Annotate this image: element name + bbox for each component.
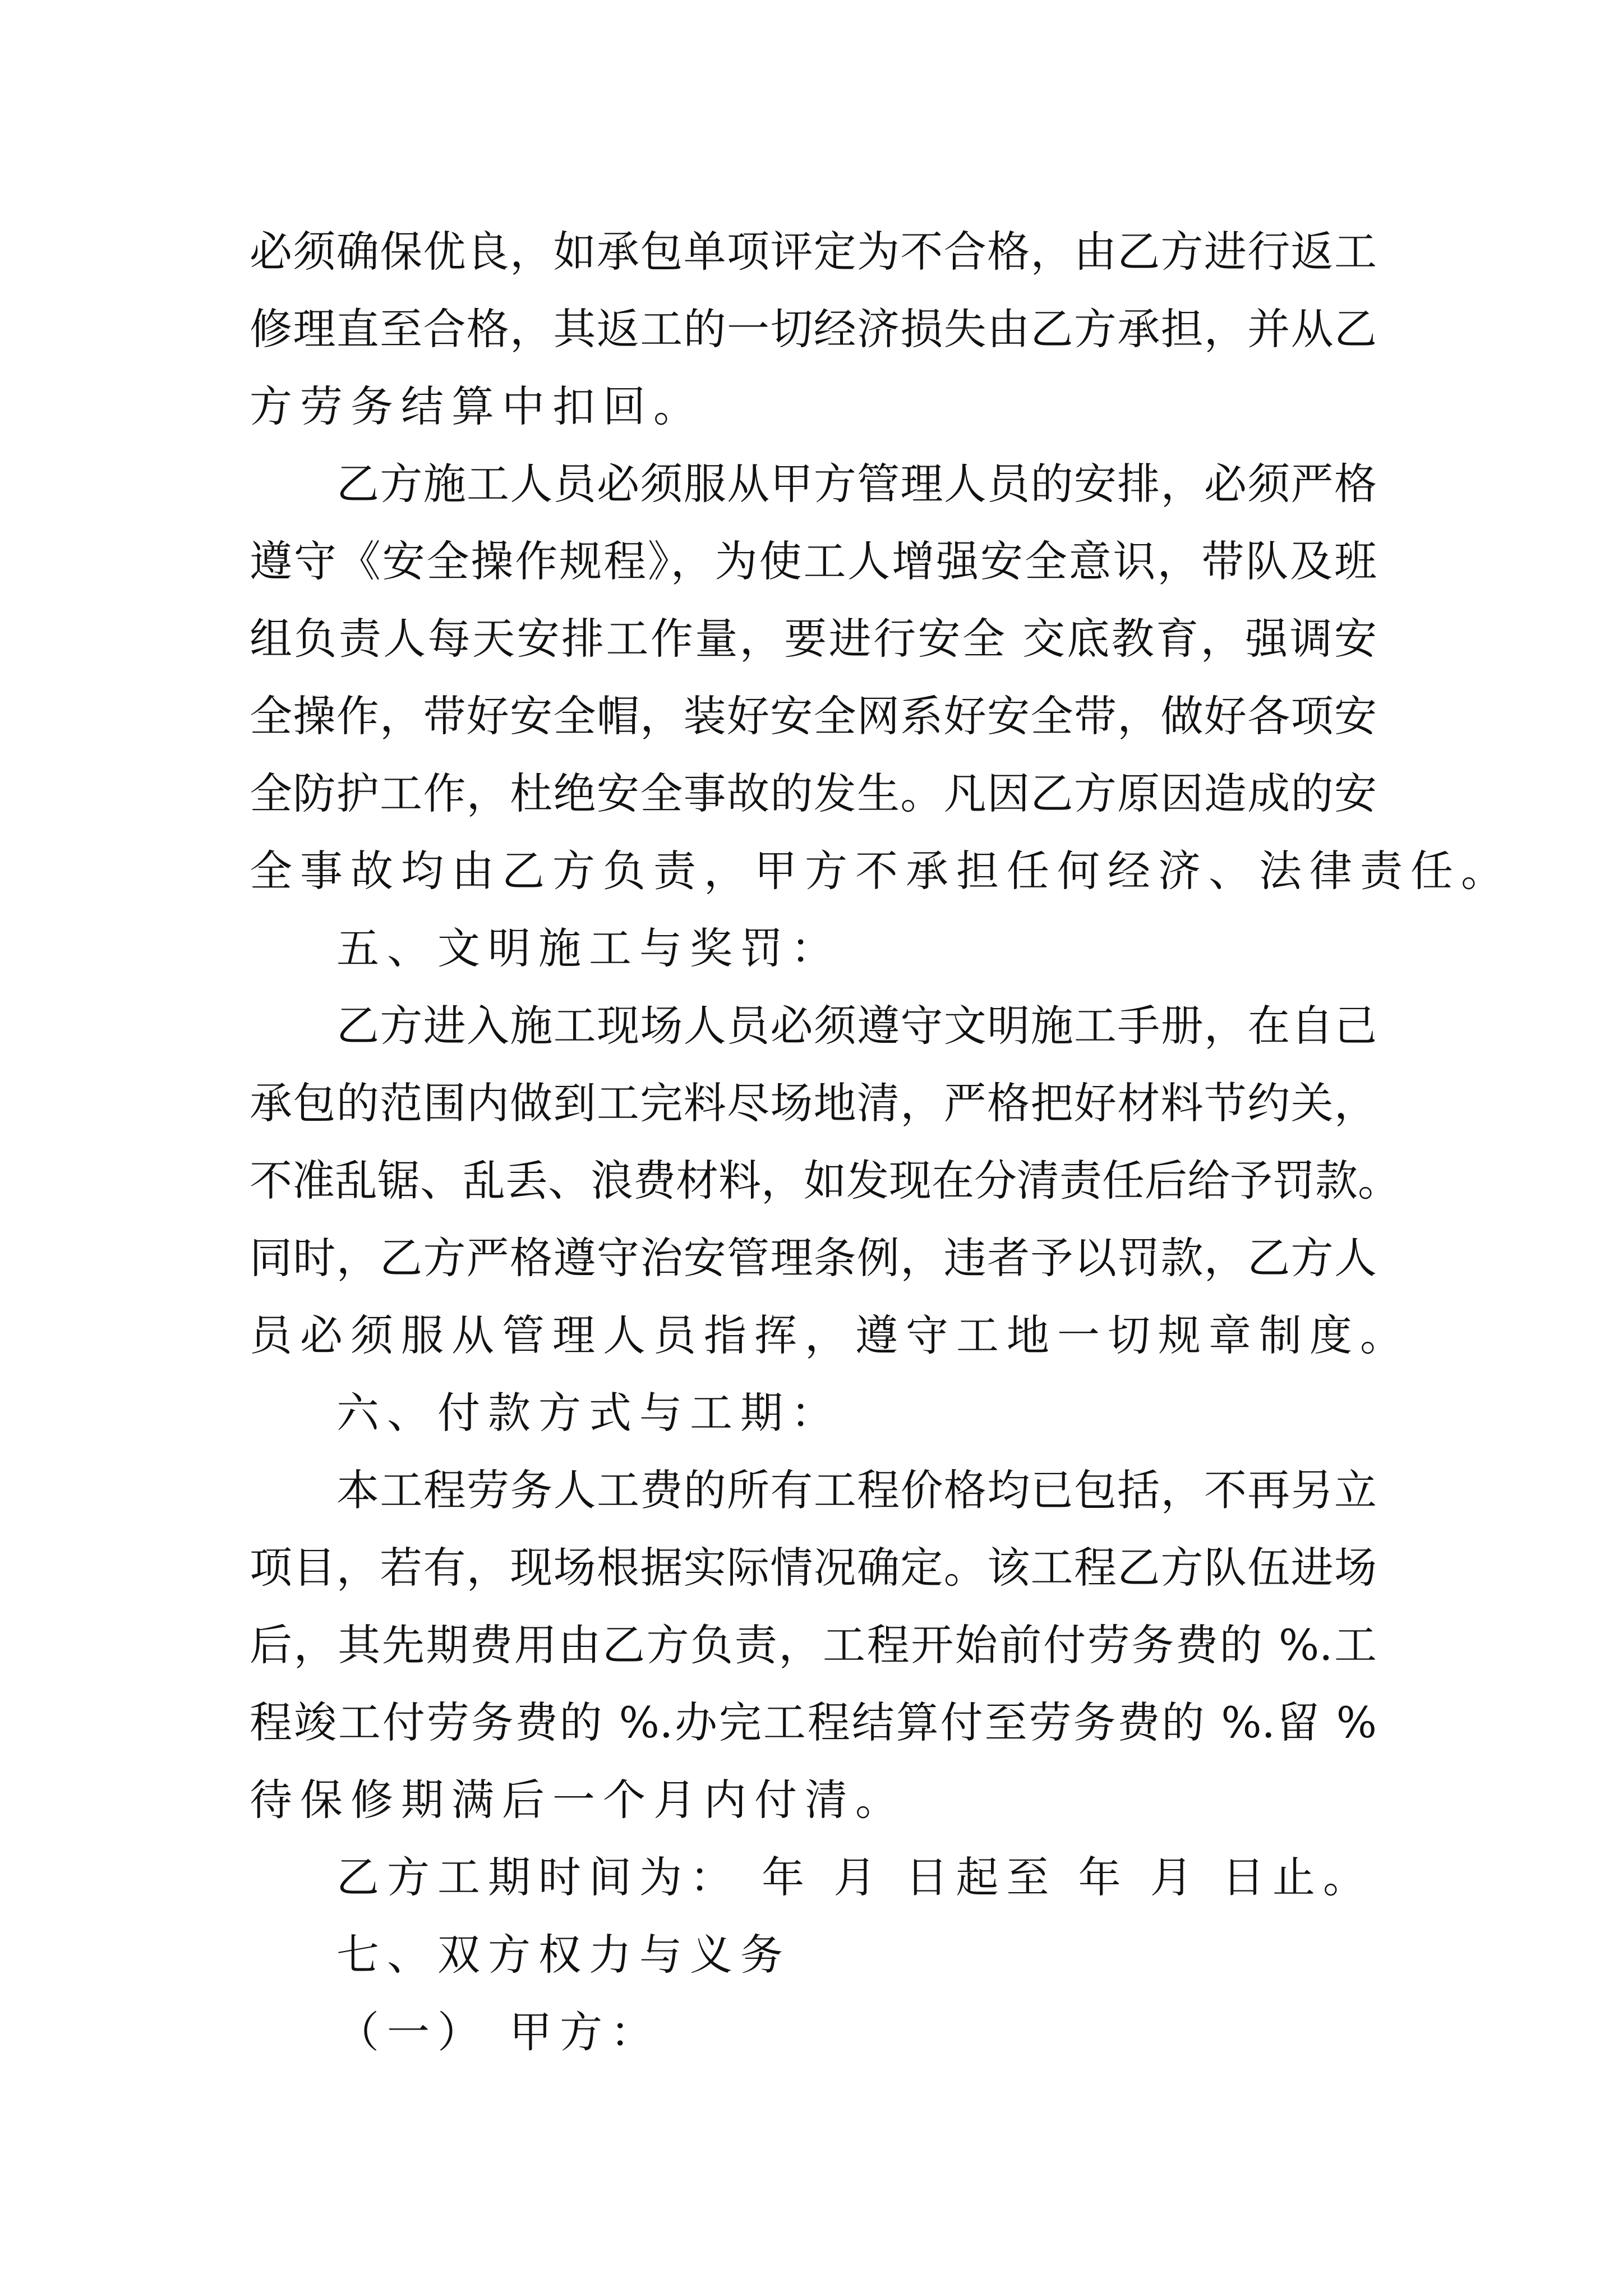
- text-line: 乙方进入施工现场人员必须遵守文明施工手册，在自己: [336, 1001, 1377, 1051]
- paragraph: [250, 1839, 1377, 1916]
- text-line: 本工程劳务人工费的所有工程价格均已包括，不再另立: [336, 1465, 1377, 1515]
- paragraph: [250, 1374, 1377, 1452]
- text-line: 组负责人每天安排工作量，要进行安全 交底教育，强调安: [250, 614, 1377, 664]
- paragraph: [250, 910, 1377, 987]
- text-line: 员必须服从管理人员指挥，遵守工地一切规章制度。: [250, 1310, 1410, 1360]
- text-line: 承包的范围内做到工完料尽场地清，严格把好材料节约关，: [250, 1078, 1377, 1128]
- text-line: 乙方施工人员必须服从甲方管理人员的安排，必须严格: [336, 459, 1377, 509]
- text-line: 七、双方权力与义务: [336, 1930, 791, 1980]
- paragraph: [250, 987, 1410, 1374]
- text-line: （一） 甲方：: [336, 2007, 661, 2057]
- text-line: 修理直至合格，其返工的一切经济损失由乙方承担，并从乙: [250, 304, 1377, 354]
- text-line: 乙方工期时间为： 年 月 日起至 年 月 日止。: [336, 1852, 1373, 1902]
- text-line: 六、付款方式与工期：: [336, 1388, 841, 1438]
- text-line: 遵守《安全操作规程》，为使工人增强安全意识，带队及班: [250, 536, 1377, 586]
- text-line: 同时，乙方严格遵守治安管理条例，违者予以罚款，乙方人: [250, 1233, 1377, 1283]
- text-line: 方劳务结算中扣回。: [250, 381, 704, 431]
- text-line: 后，其先期费用由乙方负责，工程开始前付劳务费的 %.工: [250, 1620, 1377, 1670]
- text-line: 程竣工付劳务费的 %.办完工程结算付至劳务费的 %.留 %: [250, 1697, 1377, 1747]
- text-line: 不准乱锯、乱丢、浪费材料，如发现在分清责任后给予罚款。: [250, 1156, 1400, 1205]
- text-line: 全防护工作，杜绝安全事故的发生。凡因乙方原因造成的安: [250, 769, 1377, 818]
- text-line: 全事故均由乙方负责，甲方不承担任何经济、法律责任。: [250, 846, 1511, 896]
- paragraph: [250, 1994, 1377, 2071]
- document-page: [250, 213, 1511, 2071]
- paragraph: [250, 1452, 1377, 1839]
- text-line: 五、文明施工与奖罚：: [336, 923, 841, 973]
- text-line: 全操作，带好安全帽，装好安全网系好安全带，做好各项安: [250, 691, 1377, 741]
- text-line: 项目，若有，现场根据实际情况确定。该工程乙方队伍进场: [250, 1543, 1377, 1593]
- text-line: 待保修期满后一个月内付清。: [250, 1775, 906, 1825]
- paragraph: [250, 213, 1377, 445]
- paragraph: [250, 445, 1511, 910]
- text-line: 必须确保优良，如承包单项评定为不合格，由乙方进行返工: [250, 227, 1377, 277]
- paragraph: [250, 1916, 1377, 1994]
